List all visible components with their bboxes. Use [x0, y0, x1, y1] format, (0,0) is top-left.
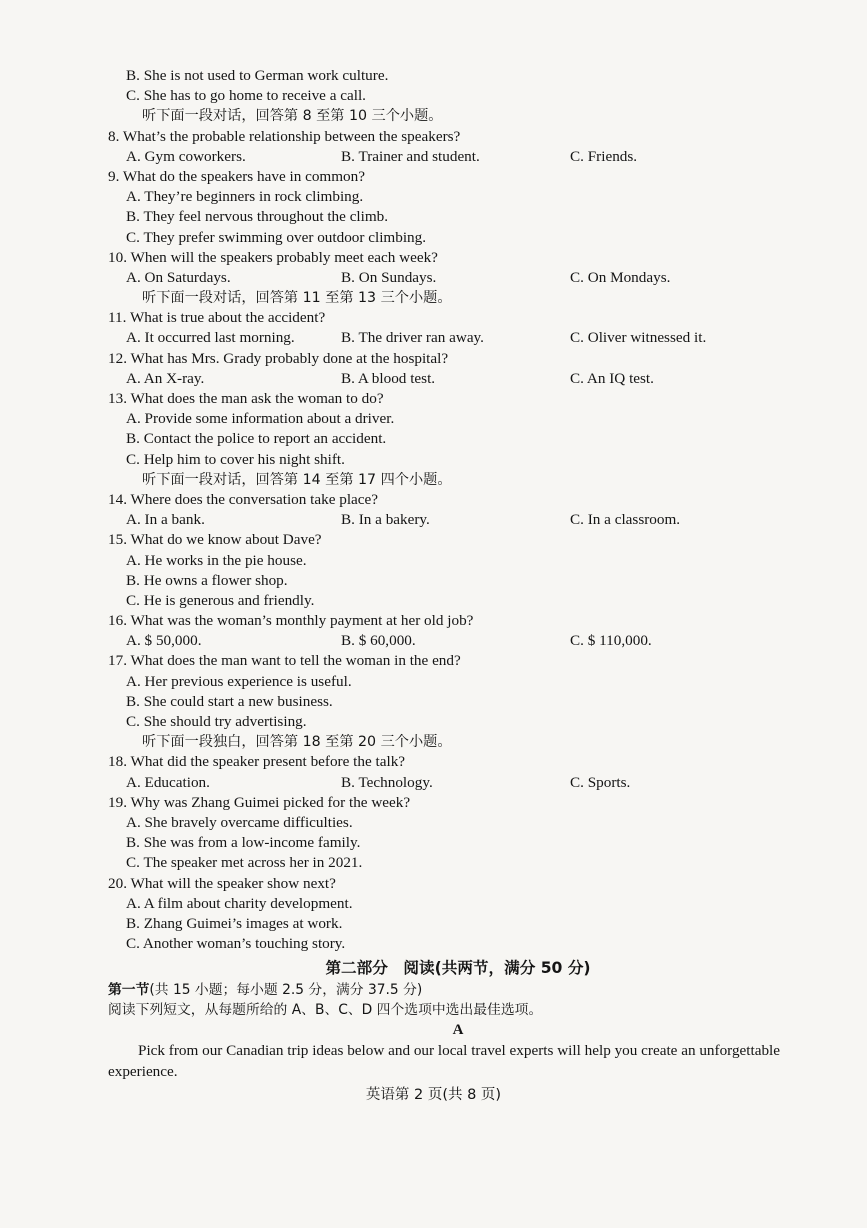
passage-text: Pick from our Canadian trip ideas below and our local travel experts will help you create an unforgettable experience.	[108, 1042, 781, 1081]
option-c: C. Friends.	[570, 147, 638, 165]
option-c: C. $ 110,000.	[570, 632, 652, 650]
section-title: 第二部分 阅读(共两节，满分 50 分)	[325, 959, 591, 978]
answer-option: C. She should try advertising.	[126, 713, 307, 730]
answer-option: A. A film about charity development.	[126, 894, 353, 912]
option-a: A. In a bank.	[126, 511, 205, 529]
passage-letter: A	[452, 1022, 464, 1039]
option-b: B. A blood test.	[341, 369, 436, 387]
option-c: C. In a classroom.	[570, 511, 681, 529]
answer-option: A. She bravely overcame difficulties.	[126, 813, 353, 831]
question-stem: 9. What do the speakers have in common?	[108, 167, 365, 185]
question-stem: 20. What will the speaker show next?	[108, 874, 336, 892]
option-c: C. On Mondays.	[570, 268, 671, 286]
option-row	[108, 773, 808, 793]
answer-option: B. They feel nervous throughout the climb.	[126, 208, 389, 226]
question-stem: 11. What is true about the accident?	[108, 309, 326, 327]
listening-section	[108, 66, 808, 1082]
page-footer: 英语第 2 页(共 8 页)	[365, 1087, 502, 1103]
answer-option: C. Another woman’s touching story.	[126, 935, 346, 953]
listening-instruction: 听下面一段对话，回答第 14 至第 17 四个小题。	[142, 471, 452, 488]
listening-instruction: 听下面一段对话，回答第 8 至第 10 三个小题。	[142, 108, 443, 125]
option-a: A. Gym coworkers.	[126, 147, 246, 165]
option-b: B. Technology.	[341, 773, 433, 791]
subsection-detail: (共 15 小题；每小题 2.5 分，满分 37.5 分)	[149, 982, 423, 999]
option-a: A. An X-ray.	[126, 369, 205, 387]
answer-option: A. They’re beginners in rock climbing.	[126, 188, 364, 206]
option-c: C. An IQ test.	[570, 369, 654, 387]
option-b: B. On Sundays.	[341, 268, 437, 286]
answer-option: C. She has to go home to receive a call.	[126, 87, 366, 105]
answer-option: B. She is not used to German work culture.	[126, 67, 389, 84]
answer-option: B. He owns a flower shop.	[126, 571, 288, 589]
question-stem: 18. What did the speaker present before the talk?	[108, 753, 406, 771]
subsection-label: 第一节	[108, 982, 150, 999]
question-stem: 13. What does the man ask the woman to do?	[108, 390, 384, 407]
option-c: C. Oliver witnessed it.	[570, 329, 707, 347]
answer-option: B. Zhang Guimei’s images at work.	[126, 914, 343, 932]
option-row	[108, 147, 808, 167]
option-b: B. In a bakery.	[341, 511, 430, 529]
question-stem: 10. When will the speakers probably meet each week?	[108, 248, 438, 266]
option-b: B. Trainer and student.	[341, 147, 480, 165]
question-stem: 14. Where does the conversation take place?	[108, 490, 379, 508]
question-stem: 12. What has Mrs. Grady probably done at the hospital?	[108, 349, 449, 367]
subsection-header	[108, 980, 808, 1000]
option-row	[108, 510, 808, 530]
option-row	[108, 268, 808, 288]
answer-option: A. Her previous experience is useful.	[126, 672, 352, 690]
listening-instruction: 听下面一段独白，回答第 18 至第 20 三个小题。	[142, 734, 452, 751]
answer-option: C. The speaker met across her in 2021.	[126, 854, 363, 872]
option-row	[108, 369, 808, 389]
question-stem: 19. Why was Zhang Guimei picked for the week?	[108, 793, 411, 811]
question-stem: 15. What do we know about Dave?	[108, 531, 322, 549]
answer-option: B. She was from a low-income family.	[126, 834, 361, 852]
answer-option: B. Contact the police to report an accident.	[126, 430, 387, 448]
option-a: A. On Saturdays.	[126, 268, 231, 286]
question-stem: 16. What was the woman’s monthly payment at her old job?	[108, 612, 474, 630]
answer-option: A. Provide some information about a driver.	[126, 410, 395, 428]
option-a: A. Education.	[126, 773, 210, 791]
answer-option: A. He works in the pie house.	[126, 551, 307, 569]
option-c: C. Sports.	[570, 773, 631, 791]
answer-option: B. She could start a new business.	[126, 692, 333, 710]
option-a: A. $ 50,000.	[126, 632, 202, 650]
option-b: B. $ 60,000.	[341, 632, 416, 650]
option-b: B. The driver ran away.	[341, 329, 484, 347]
question-stem: 8. What’s the probable relationship between the speakers?	[108, 127, 461, 145]
option-a: A. It occurred last morning.	[126, 329, 295, 347]
question-stem: 17. What does the man want to tell the woman in the end?	[108, 652, 461, 670]
reading-directions: 阅读下列短文，从每题所给的 A、B、C、D 四个选项中选出最佳选项。	[108, 1002, 543, 1019]
answer-option: C. Help him to cover his night shift.	[126, 450, 345, 468]
answer-option: C. They prefer swimming over outdoor climbing.	[126, 228, 427, 246]
option-row	[108, 631, 808, 651]
option-row	[108, 328, 808, 348]
answer-option: C. He is generous and friendly.	[126, 591, 315, 609]
listening-instruction: 听下面一段对话，回答第 11 至第 13 三个小题。	[142, 290, 452, 307]
